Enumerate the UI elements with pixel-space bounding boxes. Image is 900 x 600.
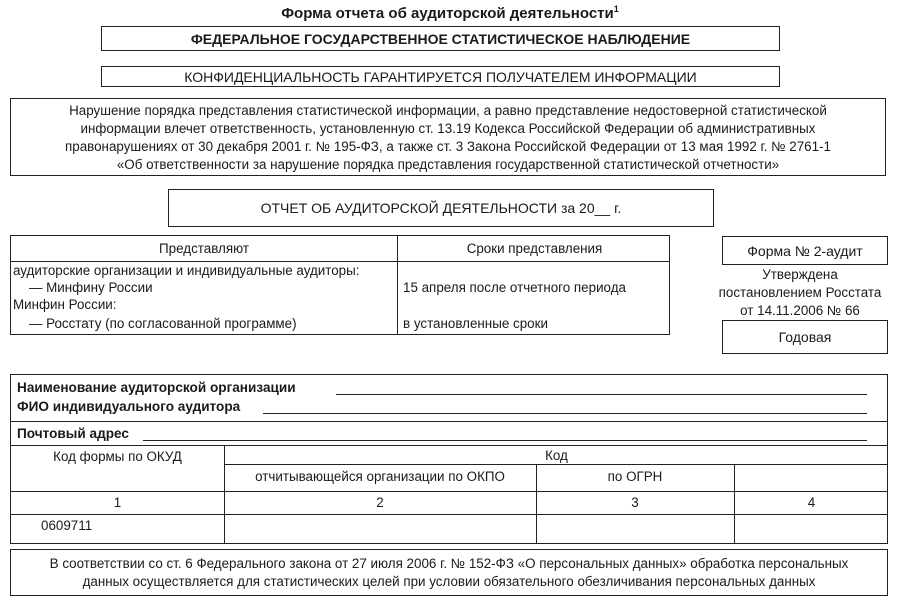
okpo-code-field[interactable] — [225, 515, 535, 544]
column-number: 4 — [807, 495, 816, 510]
approval-line: от 14.11.2006 № 66 — [740, 303, 860, 318]
form-number-box — [722, 236, 888, 265]
okud-label: Код формы по ОКУД — [53, 449, 182, 464]
organization-name-label: Наименование аудиторской организации — [17, 380, 296, 395]
form-title-text: Форма отчета об аудиторской деятельности — [281, 5, 614, 22]
column-header-submitters: Представляют — [159, 241, 249, 256]
notice-line: В соответствии со ст. 6 Федерального закона от 27 июля 2006 г. № 152-ФЗ «О персональных данных» обработка персональных — [49, 556, 849, 571]
submission-table — [10, 235, 670, 335]
approval-line: постановлением Росстата — [718, 285, 882, 300]
confidentiality-banner — [101, 66, 780, 87]
block-divider — [11, 421, 887, 422]
block-divider — [11, 445, 887, 446]
confidentiality-text: КОНФИДЕНЦИАЛЬНОСТЬ ГАРАНТИРУЕТСЯ ПОЛУЧАТЕЛЕМ ИНФОРМАЦИИ — [184, 68, 697, 85]
deadline-value: в установленные сроки — [403, 316, 548, 331]
warning-line: правонарушениях от 30 декабря 2001 г. № 195-ФЗ, а также ст. 3 Закона Российской Федерации от 13 мая 1992 г. № 2761-1 — [65, 139, 831, 154]
notice-line: данных осуществляется для статистических целей при условии обязательного обезличивания персональных данных — [82, 574, 816, 589]
auditor-name-field[interactable] — [263, 400, 867, 414]
grid-divider — [11, 491, 887, 492]
submitter-row: — Минфину России — [29, 280, 153, 295]
warning-line: Нарушение порядка представления статистической информации, а равно представление недостоверной статистической — [69, 103, 827, 118]
ogrn-label: по ОГРН — [607, 469, 663, 484]
submitter-row: Минфин России: — [13, 297, 117, 312]
column-number: 3 — [631, 495, 639, 510]
ogrn-code-field[interactable] — [537, 515, 733, 544]
postal-address-field[interactable] — [143, 427, 867, 441]
liability-warning — [10, 98, 886, 176]
form-number: Форма № 2-аудит — [747, 242, 863, 259]
auditor-name-label: ФИО индивидуального аудитора — [17, 399, 241, 414]
federal-observation-banner — [101, 26, 780, 51]
frequency: Годовая — [778, 329, 832, 345]
deadline-value: 15 апреля после отчетного периода — [403, 280, 626, 295]
report-title-box — [168, 189, 714, 227]
postal-address-label: Почтовый адрес — [17, 426, 129, 441]
personal-data-notice — [10, 549, 888, 596]
report-title: ОТЧЕТ ОБ АУДИТОРСКОЙ ДЕЯТЕЛЬНОСТИ за 20__ г. — [260, 200, 622, 216]
organization-name-field[interactable] — [336, 381, 867, 395]
approval-note — [700, 266, 900, 320]
submitter-row: аудиторские организации и индивидуальные аудиторы: — [13, 263, 360, 278]
organization-block — [10, 374, 888, 544]
grid-divider — [224, 464, 887, 465]
federal-observation-text: ФЕДЕРАЛЬНОЕ ГОСУДАРСТВЕННОЕ СТАТИСТИЧЕСКОЕ НАБЛЮДЕНИЕ — [190, 30, 691, 47]
warning-line: «Об ответственности за нарушение порядка представления государственной статистической отчетности» — [116, 157, 780, 172]
approval-line: Утверждена — [762, 267, 838, 282]
code-field-4[interactable] — [735, 515, 887, 544]
column-header-deadlines: Сроки представления — [466, 241, 603, 256]
footnote-mark: 1 — [613, 4, 619, 14]
table-divider — [11, 261, 669, 262]
submitter-row: — Росстату (по согласованной программе) — [29, 316, 297, 331]
form-title — [0, 4, 900, 22]
column-number: 1 — [113, 495, 122, 510]
okpo-label: отчитывающейся организации по ОКПО — [255, 469, 505, 484]
code-label: Код — [545, 448, 568, 463]
warning-line: информации влечет ответственность, установленную ст. 13.19 Кодекса Российской Федерации об административных — [80, 121, 816, 136]
column-number: 2 — [376, 495, 384, 510]
frequency-box — [722, 320, 888, 354]
okud-value: 0609711 — [41, 518, 93, 533]
